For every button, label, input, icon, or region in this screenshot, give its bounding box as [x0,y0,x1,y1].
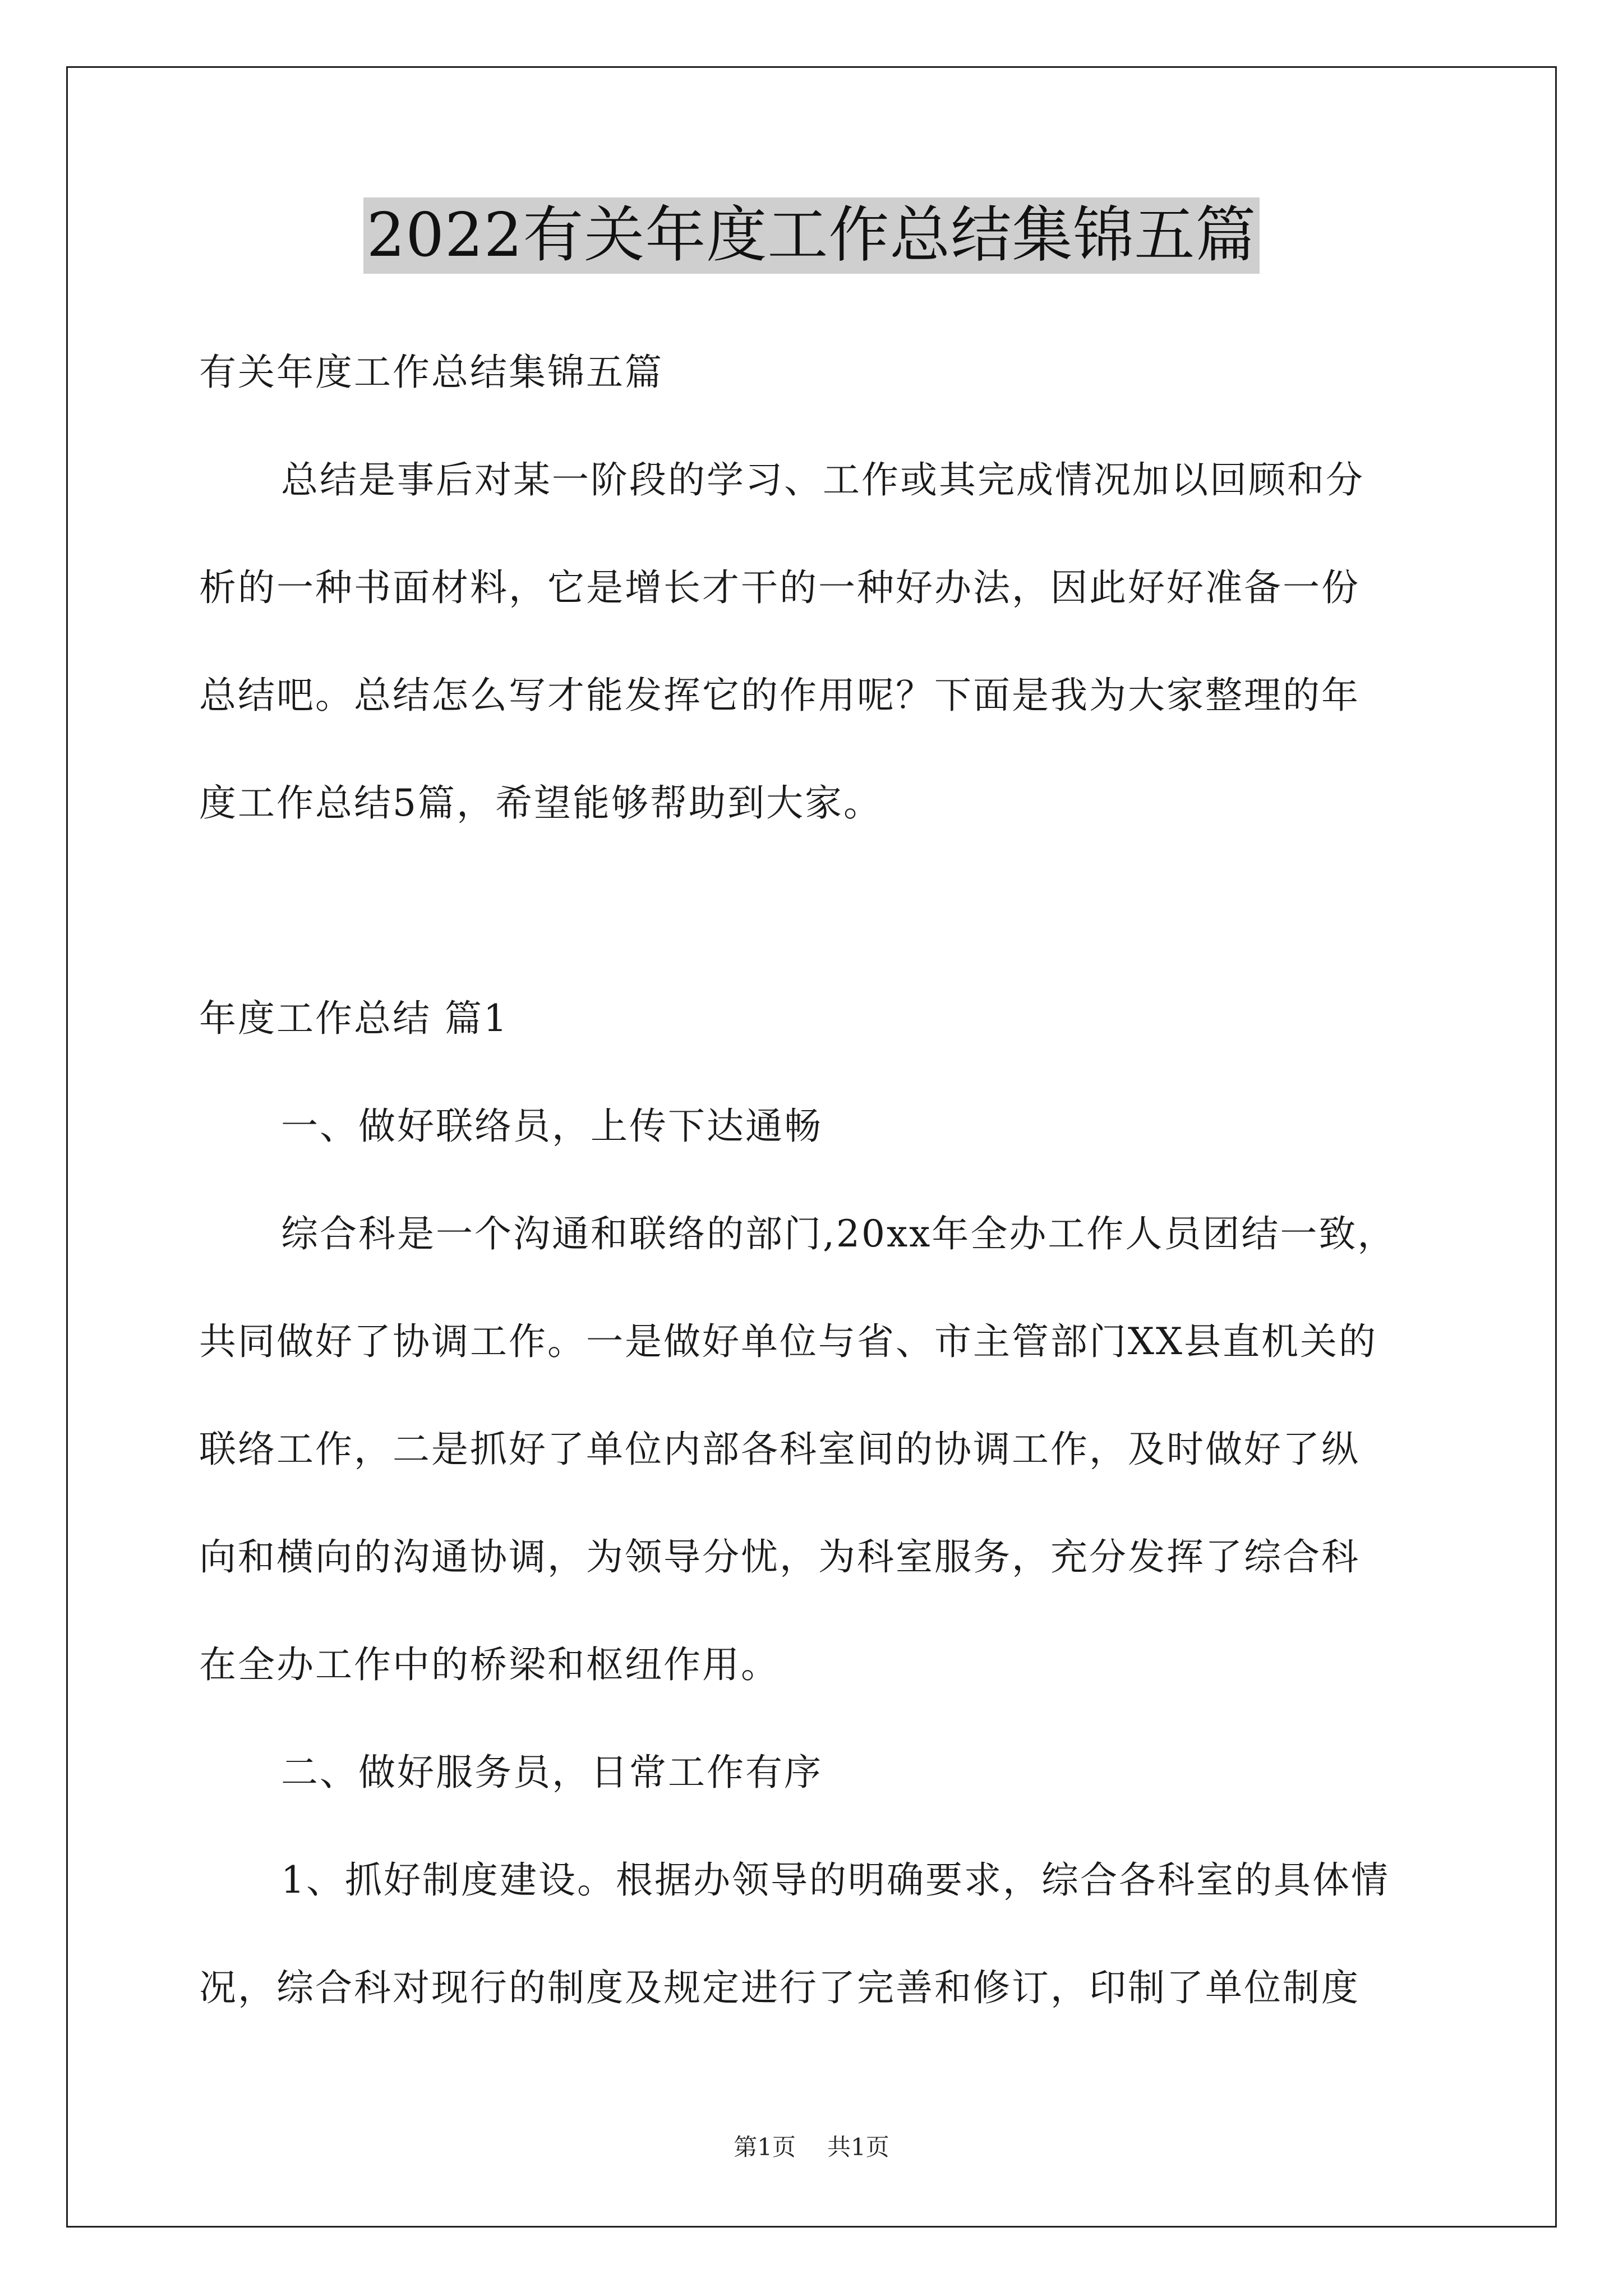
document-subtitle: 有关年度工作总结集锦五篇 [199,351,663,394]
part1-line: 共同做好了协调工作。一是做好单位与省、市主管部门XX县直机关的 [199,1320,1377,1363]
document-body [199,319,1433,2042]
part2-line: 1、抓好制度建设。根据办领导的明确要求，综合各科室的具体情 [281,1858,1390,1902]
part2-heading: 二、做好服务员，日常工作有序 [281,1751,823,1794]
intro-line: 总结吧。总结怎么写才能发挥它的作用呢？下面是我为大家整理的年 [199,674,1360,717]
intro-line: 析的一种书面材料，它是增长才干的一种好办法，因此好好准备一份 [199,566,1360,609]
paragraph-gap [199,857,1433,965]
part1-line: 综合科是一个沟通和联络的部门,20xx年全办工作人员团结一致， [281,1212,1396,1255]
page-number-total: 共1页 [827,2133,889,2161]
intro-line: 度工作总结5篇，希望能够帮助到大家。 [199,781,882,825]
part1-line: 在全办工作中的桥梁和枢纽作用。 [199,1643,780,1686]
part2-line: 况，综合科对现行的制度及规定进行了完善和修订，印制了单位制度 [199,1966,1360,2009]
document-title: 2022有关年度工作总结集锦五篇 [363,197,1260,274]
title-container [0,197,1623,274]
part1-heading: 一、做好联络员，上传下达通畅 [281,1105,823,1148]
page-number-current: 第1页 [734,2133,796,2161]
page-footer [0,2131,1623,2164]
part1-line: 向和横向的沟通协调，为领导分忧，为科室服务，充分发挥了综合科 [199,1535,1360,1579]
part1-line: 联络工作，二是抓好了单位内部各科室间的协调工作，及时做好了纵 [199,1428,1360,1471]
intro-line: 总结是事后对某一阶段的学习、工作或其完成情况加以回顾和分 [281,458,1364,501]
section-heading: 年度工作总结 篇1 [199,997,509,1040]
